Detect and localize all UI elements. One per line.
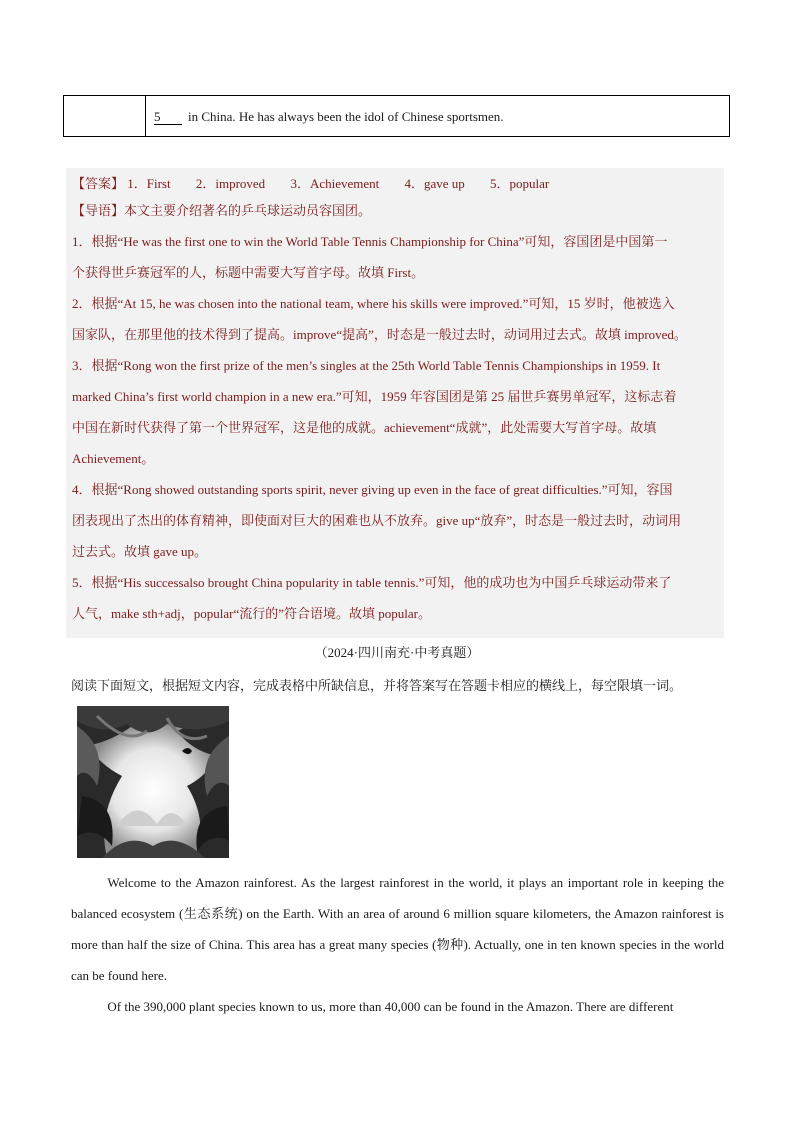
explanation-line: 3．根据“Rong won the first prize of the men’s singles at the 25th World Table Tennis Championships in 1959. It — [72, 358, 661, 373]
explanation-line: 中国在新时代获得了第一个世界冠军，这是他的成就。achievement“成就”，此处需要大写首字母。故填 — [72, 420, 657, 435]
table-right-cell — [146, 96, 729, 136]
blank-number[interactable]: 5 — [154, 110, 182, 125]
explanation-line: marked China’s first world champion in a new era.”可知，1959 年容国团是第 25 届世乒赛男单冠军，这标志着 — [72, 389, 677, 404]
explanation-1 — [72, 226, 718, 288]
passage-paragraph: Welcome to the Amazon rainforest. As the largest rainforest in the world, it plays an important role in keeping the balanced ecosystem (生态系统) on the Earth. With an area of around 6 million square kilometers, the Amazon rainforest is more than half the size of China. This area has a great many species (物种). Actually, one in ten known species in the world can be found here. — [71, 875, 724, 983]
explanation-3 — [72, 350, 718, 474]
explanation-line: 4．根据“Rong showed outstanding sports spirit, never giving up even in the face of great difficulties.”可知，容国 — [72, 482, 673, 497]
answer-item: 2．improved — [195, 176, 266, 191]
answer-label: 【答案】 — [72, 176, 125, 191]
passage-paragraph: Of the 390,000 plant species known to us, more than 40,000 can be found in the Amazon. There are different — [107, 999, 674, 1014]
explanation-line: 5．根据“His successalso brought China popularity in table tennis.”可知，他的成功也为中国乒乓球运动带来了 — [72, 575, 672, 590]
question-instruction: 阅读下面短文，根据短文内容，完成表格中所缺信息，并将答案写在答题卡相应的横线上，每空限填一词。 — [71, 678, 683, 693]
explanation-line: 团表现出了杰出的体育精神，即使面对巨大的困难也从不放弃。give up“放弃”，时态是一般过去时，动词用 — [72, 513, 682, 528]
answer-item: 1．First — [127, 176, 171, 191]
guide-line — [72, 196, 718, 226]
table-left-cell — [64, 96, 146, 136]
guide-label: 【导语】 — [72, 203, 125, 218]
answer-item: 3．Achievement — [290, 176, 380, 191]
explanation-line: 2．根据“At 15, he was chosen into the national team, where his skills were improved.”可知，15 岁时，他被选入 — [72, 296, 675, 311]
reading-passage — [71, 867, 724, 1022]
answer-explanation-box — [66, 168, 724, 638]
explanation-line: Achievement。 — [72, 451, 155, 466]
explanation-5 — [72, 567, 718, 629]
question-source: （2024·四川南充·中考真题） — [314, 645, 480, 660]
explanation-line: 人气，make sth+adj，popular“流行的”符合语境。故填 popular。 — [72, 606, 431, 621]
table-text: in China. He has always been the idol of Chinese sportsmen. — [188, 109, 504, 124]
rainforest-illustration-icon — [77, 706, 229, 858]
explanation-line: 个获得世乒赛冠军的人，标题中需要大写首字母。故填 First。 — [72, 265, 425, 280]
explanation-4 — [72, 474, 718, 567]
answer-item: 5．popular — [490, 176, 550, 191]
explanation-2 — [72, 288, 718, 350]
guide-text: 本文主要介绍著名的乒乓球运动员容国团。 — [124, 203, 372, 218]
explanation-line: 1．根据“He was the first one to win the World Table Tennis Championship for China”可知，容国团是中国第一 — [72, 234, 668, 249]
rainforest-image — [77, 706, 229, 858]
explanation-line: 国家队，在那里他的技术得到了提高。improve“提高”，时态是一般过去时，动词用过去式。故填 improved。 — [72, 327, 687, 342]
answer-item: 4．gave up — [404, 176, 465, 191]
answer-line — [72, 172, 718, 196]
explanation-line: 过去式。故填 gave up。 — [72, 544, 208, 559]
answer-table-fragment — [63, 95, 730, 137]
